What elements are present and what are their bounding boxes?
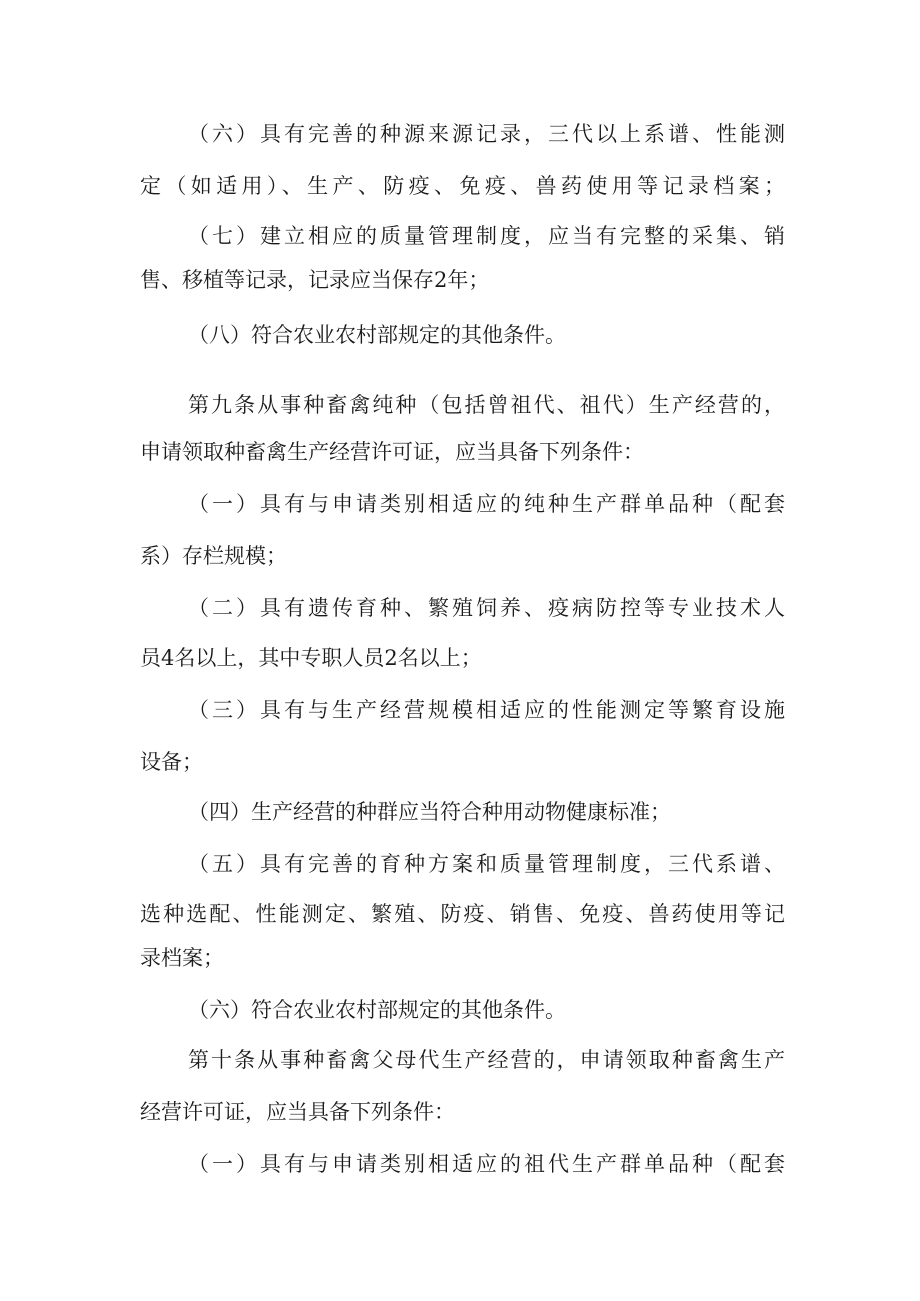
paragraph-line: （五）具有完善的育种方案和质量管理制度，三代系谱、	[188, 852, 785, 876]
paragraph-line: （八）符合农业农村部规定的其他条件。	[188, 323, 566, 347]
paragraph-line: 申请领取种畜禽生产经营许可证，应当具备下列条件：	[140, 440, 644, 464]
paragraph-line: 定（如适用）、生产、防疫、免疫、兽药使用等记录档案；	[140, 174, 785, 198]
paragraph-line: （七）建立相应的质量管理制度，应当有完整的采集、销	[188, 224, 785, 248]
paragraph-line: （一）具有与申请类别相适应的纯种生产群单品种（配套	[188, 492, 785, 516]
paragraph-line: （一）具有与申请类别相适应的祖代生产群单品种（配套	[188, 1152, 785, 1176]
paragraph-line: 经营许可证，应当具备下列条件：	[140, 1100, 455, 1124]
paragraph-line: （三）具有与生产经营规模相适应的性能测定等繁育设施	[188, 698, 785, 722]
paragraph-line: 系）存栏规模；	[140, 544, 287, 568]
paragraph-line: 员4名以上，其中专职人员2名以上；	[140, 646, 482, 670]
article-heading-line: 第九条从事种畜禽纯种（包括曾祖代、祖代）生产经营的，	[188, 393, 785, 417]
article-heading-line: 第十条从事种畜禽父母代生产经营的，申请领取种畜禽生产	[188, 1048, 785, 1072]
paragraph-line: （六）具有完善的种源来源记录，三代以上系谱、性能测	[188, 122, 785, 146]
paragraph-line: （六）符合农业农村部规定的其他条件。	[188, 998, 566, 1022]
paragraph-line: （二）具有遗传育种、繁殖饲养、疫病防控等专业技术人	[188, 596, 785, 620]
paragraph-line: 设备；	[140, 750, 203, 774]
paragraph-line: （四）生产经营的种群应当符合种用动物健康标准；	[188, 800, 671, 824]
paragraph-line: 选种选配、性能测定、繁殖、防疫、销售、免疫、兽药使用等记	[140, 902, 785, 926]
paragraph-line: 售、移植等记录，记录应当保存2年；	[140, 268, 490, 292]
paragraph-line: 录档案；	[140, 946, 224, 970]
